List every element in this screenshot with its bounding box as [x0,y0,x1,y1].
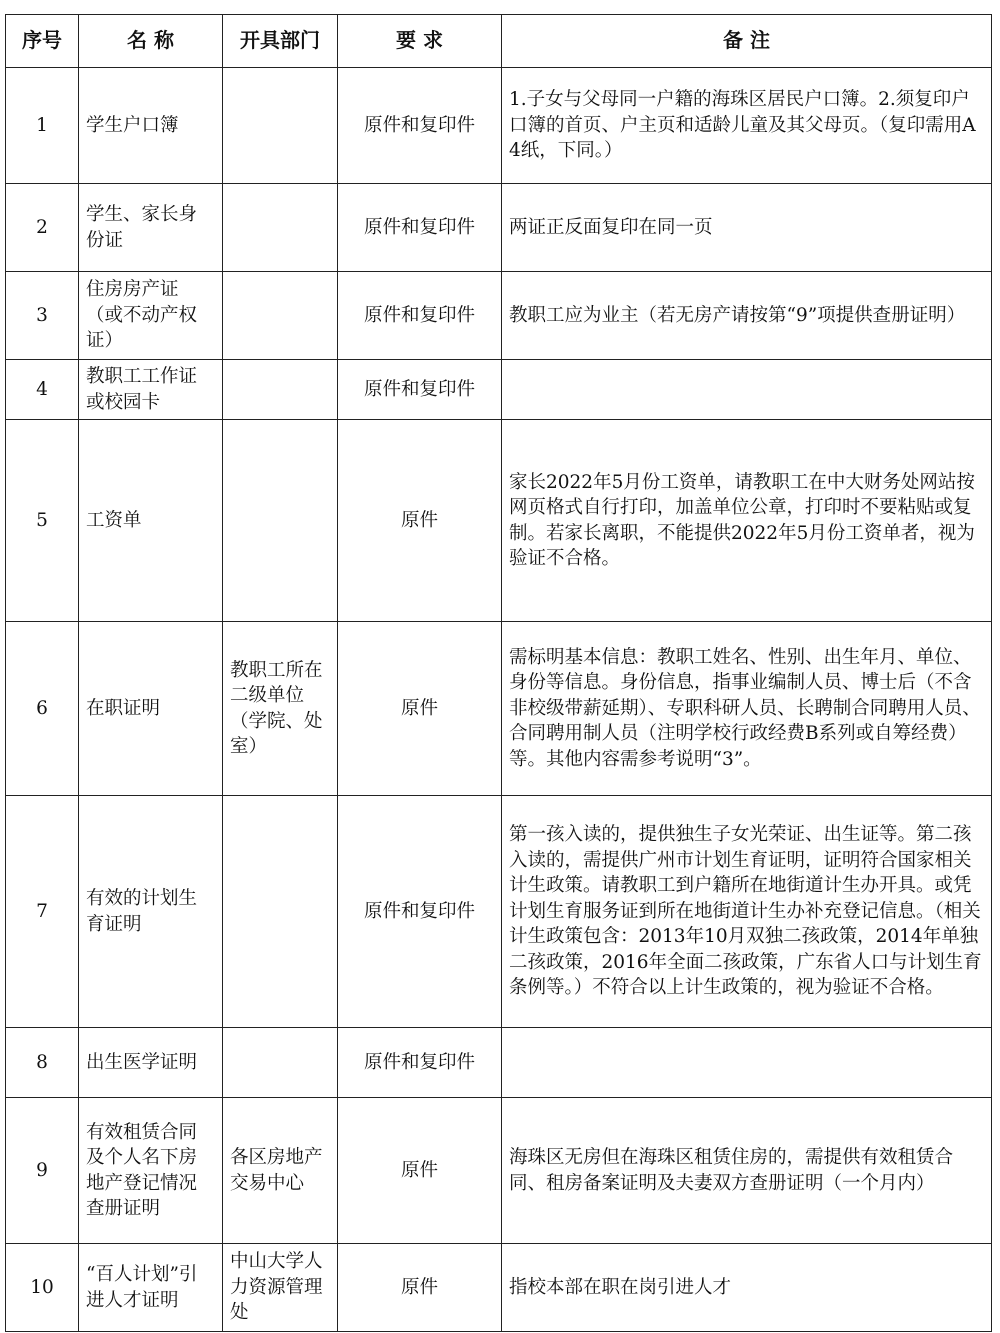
issuing-department [223,796,338,1028]
issuing-department [223,68,338,184]
issuing-department [223,184,338,272]
document-name: “百人计划”引进人才证明 [79,1244,223,1332]
issuing-department [223,360,338,420]
requirement: 原件和复印件 [338,796,502,1028]
table-row [6,272,992,360]
requirement: 原件和复印件 [338,360,502,420]
requirement: 原件 [338,420,502,622]
header-requirement: 要 求 [338,15,502,68]
document-name: 出生医学证明 [79,1028,223,1098]
document-name: 学生户口簿 [79,68,223,184]
table-row [6,420,992,622]
issuing-department [223,272,338,360]
remarks: 家长2022年5月份工资单，请教职工在中大财务处网站按网页格式自行打印，加盖单位公章，打印时不要粘贴或复制。若家长离职，不能提供2022年5月份工资单者，视为验证不合格。 [502,420,992,622]
table-header-row [6,15,992,68]
issuing-department: 教职工所在二级单位（学院、处室） [223,622,338,796]
requirements-table-wrapper [5,14,992,1332]
document-name: 有效租赁合同及个人名下房地产登记情况查册证明 [79,1098,223,1244]
issuing-department [223,1028,338,1098]
table-row [6,184,992,272]
header-remarks: 备 注 [502,15,992,68]
requirement: 原件 [338,622,502,796]
table-row [6,68,992,184]
document-requirements-table [5,14,992,1332]
remarks: 指校本部在职在岗引进人才 [502,1244,992,1332]
remarks [502,360,992,420]
header-name: 名 称 [79,15,223,68]
row-number: 1 [6,68,79,184]
row-number: 8 [6,1028,79,1098]
header-issuing-department: 开具部门 [223,15,338,68]
requirement: 原件 [338,1098,502,1244]
remarks: 两证正反面复印在同一页 [502,184,992,272]
table-row [6,1098,992,1244]
row-number: 3 [6,272,79,360]
table-row [6,796,992,1028]
row-number: 10 [6,1244,79,1332]
remarks: 第一孩入读的，提供独生子女光荣证、出生证等。第二孩入读的，需提供广州市计划生育证明，证明符合国家相关计生政策。请教职工到户籍所在地街道计生办开具。或凭计划生育服务证到所在地街道计生办补充登记信息。（相关计生政策包含：2013年10月双独二孩政策，2014年单独二孩政策，2016年全面二孩政策，广东省人口与计划生育条例等。）不符合以上计生政策的，视为验证不合格。 [502,796,992,1028]
document-name: 住房房产证（或不动产权证） [79,272,223,360]
document-name: 学生、家长身份证 [79,184,223,272]
issuing-department [223,420,338,622]
requirement: 原件和复印件 [338,272,502,360]
row-number: 4 [6,360,79,420]
table-row [6,360,992,420]
row-number: 7 [6,796,79,1028]
table-row [6,1028,992,1098]
document-name: 教职工工作证或校园卡 [79,360,223,420]
row-number: 6 [6,622,79,796]
issuing-department: 各区房地产交易中心 [223,1098,338,1244]
row-number: 9 [6,1098,79,1244]
remarks: 海珠区无房但在海珠区租赁住房的，需提供有效租赁合同、租房备案证明及夫妻双方查册证明（一个月内） [502,1098,992,1244]
requirement: 原件和复印件 [338,1028,502,1098]
remarks [502,1028,992,1098]
table-row [6,622,992,796]
remarks: 教职工应为业主（若无房产请按第“9”项提供查册证明） [502,272,992,360]
table-row [6,1244,992,1332]
remarks: 1.子女与父母同一户籍的海珠区居民户口簿。2.须复印户口簿的首页、户主页和适龄儿童及其父母页。（复印需用A4纸，下同。） [502,68,992,184]
requirement: 原件 [338,1244,502,1332]
row-number: 2 [6,184,79,272]
document-name: 有效的计划生育证明 [79,796,223,1028]
document-name: 工资单 [79,420,223,622]
document-name: 在职证明 [79,622,223,796]
requirement: 原件和复印件 [338,184,502,272]
requirement: 原件和复印件 [338,68,502,184]
row-number: 5 [6,420,79,622]
remarks: 需标明基本信息：教职工姓名、性别、出生年月、单位、身份等信息。身份信息，指事业编制人员、博士后（不含非校级带薪延期）、专职科研人员、长聘制合同聘用人员、合同聘用制人员（注明学校行政经费B系列或自筹经费）等。其他内容需参考说明“3”。 [502,622,992,796]
issuing-department: 中山大学人力资源管理处 [223,1244,338,1332]
header-serial-number: 序号 [6,15,79,68]
